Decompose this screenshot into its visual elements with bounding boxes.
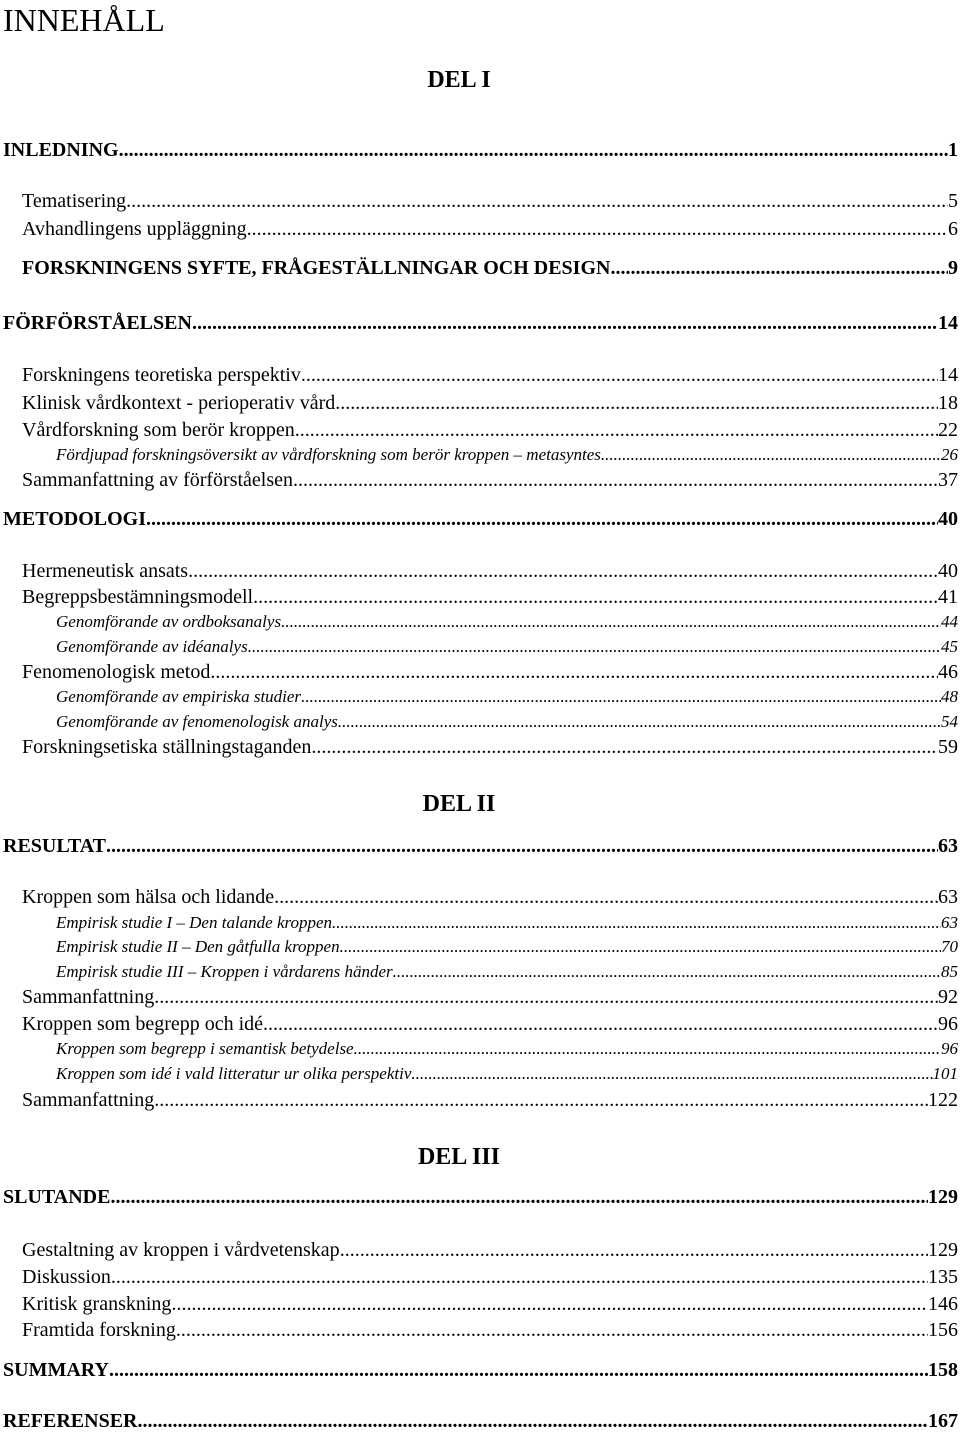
part-heading: DEL I <box>427 67 491 93</box>
dot-leader <box>253 585 938 609</box>
toc-entry-label: Empirisk studie I – Den talande kroppen <box>56 913 333 932</box>
toc-entry <box>3 1409 958 1433</box>
toc-entry-label: FÖRFÖRSTÅELSEN <box>3 312 192 334</box>
toc-entry-page: 101 <box>932 1064 958 1083</box>
toc-entry-page: 158 <box>928 1359 958 1381</box>
toc-entry <box>3 1185 958 1209</box>
toc-entry-label: Genomförande av idéanalys <box>56 637 248 656</box>
dot-leader <box>354 1038 941 1060</box>
dot-leader <box>137 1409 928 1433</box>
toc-entry-page: 5 <box>948 190 958 212</box>
toc-entry-page: 146 <box>928 1293 958 1315</box>
dot-leader <box>154 985 938 1009</box>
toc-entry-page: 41 <box>938 586 958 608</box>
toc-entry-page: 63 <box>938 835 958 857</box>
toc-entry-label: Genomförande av fenomenologisk analys <box>56 712 338 731</box>
dot-leader <box>301 363 938 387</box>
toc-entry-page: 40 <box>938 508 958 530</box>
toc-entry-label: RESULTAT <box>3 835 107 857</box>
dot-leader <box>293 468 938 492</box>
toc-entry <box>22 256 958 280</box>
toc-entry-label: Fördjupad forskningsöversikt av vårdforskning som berör kroppen – metasyntes <box>56 445 601 464</box>
toc-entry-page: 63 <box>938 886 958 908</box>
toc-entry <box>56 912 958 934</box>
dot-leader <box>247 217 948 241</box>
toc-entry-page: 9 <box>948 257 958 279</box>
toc-entry <box>56 961 958 983</box>
dot-leader <box>126 189 948 213</box>
dot-leader <box>119 138 948 162</box>
toc-entry-page: 167 <box>928 1410 958 1432</box>
toc-entry <box>22 585 958 609</box>
toc-entry-page: 96 <box>941 1039 958 1058</box>
toc-entry <box>22 468 958 492</box>
toc-entry-page: 135 <box>928 1266 958 1288</box>
toc-entry <box>22 1238 958 1262</box>
dot-leader <box>301 686 941 708</box>
toc-entry <box>56 636 958 658</box>
dot-leader <box>274 885 938 909</box>
toc-entry <box>22 1265 958 1289</box>
dot-leader <box>176 1318 928 1342</box>
toc-entry-page: 70 <box>941 937 958 956</box>
toc-entry <box>3 1358 958 1382</box>
toc-entry-label: Framtida forskning <box>22 1319 176 1341</box>
toc-entry-label: Kroppen som begrepp och idé <box>22 1013 264 1035</box>
toc-entry-page: 26 <box>941 445 958 464</box>
toc-entry <box>22 391 958 415</box>
toc-entry-page: 1 <box>948 139 958 161</box>
dot-leader <box>248 636 941 658</box>
toc-entry-page: 14 <box>938 364 958 386</box>
toc-entry-label: Diskussion <box>22 1266 111 1288</box>
toc-entry <box>22 1292 958 1316</box>
toc-entry-label: Kroppen som begrepp i semantisk betydelse <box>56 1039 354 1058</box>
toc-entry-label: REFERENSER <box>3 1410 138 1432</box>
toc-entry-label: Kritisk granskning <box>22 1293 172 1315</box>
toc-entry-label: SLUTANDE <box>3 1186 111 1208</box>
toc-entry <box>56 686 958 708</box>
dot-leader <box>110 1185 928 1209</box>
toc-entry-label: Tematisering <box>22 190 127 212</box>
toc-entry-label: Hermeneutisk ansats <box>22 560 189 582</box>
dot-leader <box>188 559 938 583</box>
dot-leader <box>393 961 941 983</box>
toc-entry-label: Forskningsetiska ställningstaganden <box>22 736 312 758</box>
toc-entry-label: Kroppen som idé i vald litteratur ur olika perspektiv <box>56 1064 412 1083</box>
dot-leader <box>335 391 938 415</box>
toc-entry-page: 18 <box>938 392 958 414</box>
part-heading: DEL II <box>422 791 496 817</box>
toc-entry-label: Avhandlingens uppläggning <box>22 218 247 240</box>
toc-entry <box>3 507 958 531</box>
dot-leader <box>263 1012 938 1036</box>
toc-entry-label: INLEDNING <box>3 139 119 161</box>
dot-leader <box>338 711 941 733</box>
toc-entry-page: 92 <box>938 986 958 1008</box>
dot-leader <box>109 1358 928 1382</box>
page-title: INNEHÅLL <box>3 2 165 38</box>
toc-entry-page: 122 <box>928 1089 958 1111</box>
toc-entry <box>56 1063 958 1085</box>
dot-leader <box>610 256 948 280</box>
toc-entry <box>3 138 958 162</box>
toc-entry-label: Fenomenologisk metod <box>22 661 211 683</box>
toc-entry-page: 40 <box>938 560 958 582</box>
toc-entry-page: 6 <box>948 218 958 240</box>
toc-entry <box>22 985 958 1009</box>
dot-leader <box>281 611 941 633</box>
toc-entry-page: 156 <box>928 1319 958 1341</box>
toc-entry-page: 44 <box>941 612 958 631</box>
toc-entry <box>56 936 958 958</box>
toc-entry <box>22 1088 958 1112</box>
toc-entry <box>22 660 958 684</box>
toc-entry-page: 59 <box>938 736 958 758</box>
toc-entry <box>56 611 958 633</box>
dot-leader <box>411 1063 932 1085</box>
toc-entry-page: 45 <box>941 637 958 656</box>
toc-entry-page: 63 <box>941 913 958 932</box>
toc-entry-label: Begreppsbestämningsmodell <box>22 586 254 608</box>
toc-entry-label: Sammanfattning av förförståelsen <box>22 469 294 491</box>
toc-entry <box>22 189 958 213</box>
toc-entry-page: 96 <box>938 1013 958 1035</box>
toc-entry <box>22 1318 958 1342</box>
dot-leader <box>295 418 938 442</box>
toc-entry-label: Genomförande av ordboksanalys <box>56 612 282 631</box>
toc-entry-label: Genomförande av empiriska studier <box>56 687 302 706</box>
toc-entry <box>3 311 958 335</box>
toc-entry-label: Kroppen som hälsa och lidande <box>22 886 275 908</box>
toc-entry-label: Sammanfattning <box>22 1089 155 1111</box>
toc-entry-label: Sammanfattning <box>22 986 155 1008</box>
toc-entry-label: Gestaltning av kroppen i vårdvetenskap <box>22 1239 340 1261</box>
toc-entry-page: 46 <box>938 661 958 683</box>
toc-entry-label: SUMMARY <box>3 1359 109 1381</box>
toc-entry-page: 48 <box>941 687 958 706</box>
toc-entry <box>56 444 958 466</box>
dot-leader <box>106 834 938 858</box>
toc-entry-page: 129 <box>928 1186 958 1208</box>
toc-entry <box>22 1012 958 1036</box>
toc-entry <box>56 1038 958 1060</box>
dot-leader <box>192 311 938 335</box>
toc-entry <box>22 885 958 909</box>
dot-leader <box>340 1238 928 1262</box>
toc-entry <box>22 363 958 387</box>
dot-leader <box>601 444 941 466</box>
toc-entry-page: 85 <box>941 962 958 981</box>
toc-entry-label: Vårdforskning som berör kroppen <box>22 419 295 441</box>
toc-entry <box>22 217 958 241</box>
toc-entry-label: Forskningens teoretiska perspektiv <box>22 364 301 386</box>
toc-entry-label: Empirisk studie III – Kroppen i vårdarens händer <box>56 962 393 981</box>
toc-entry <box>22 735 958 759</box>
toc-entry <box>56 711 958 733</box>
toc-entry-label: Empirisk studie II – Den gåtfulla kroppen <box>56 937 340 956</box>
toc-entry-label: METODOLOGI <box>3 508 146 530</box>
toc-entry-page: 22 <box>938 419 958 441</box>
dot-leader <box>311 735 938 759</box>
dot-leader <box>154 1088 928 1112</box>
toc-entry <box>3 834 958 858</box>
dot-leader <box>332 912 941 934</box>
dot-leader <box>111 1265 928 1289</box>
toc-entry-page: 129 <box>928 1239 958 1261</box>
toc-entry-page: 54 <box>941 712 958 731</box>
toc-entry-page: 37 <box>938 469 958 491</box>
toc-entry-page: 14 <box>938 312 958 334</box>
toc-entry-label: Klinisk vårdkontext - perioperativ vård <box>22 392 336 414</box>
dot-leader <box>171 1292 928 1316</box>
toc-entry <box>22 418 958 442</box>
dot-leader <box>146 507 938 531</box>
toc-entry-label: FORSKNINGENS SYFTE, FRÅGESTÄLLNINGAR OCH DESIGN <box>22 257 611 279</box>
toc-entry <box>22 559 958 583</box>
dot-leader <box>340 936 941 958</box>
part-heading: DEL III <box>417 1144 501 1170</box>
dot-leader <box>210 660 938 684</box>
